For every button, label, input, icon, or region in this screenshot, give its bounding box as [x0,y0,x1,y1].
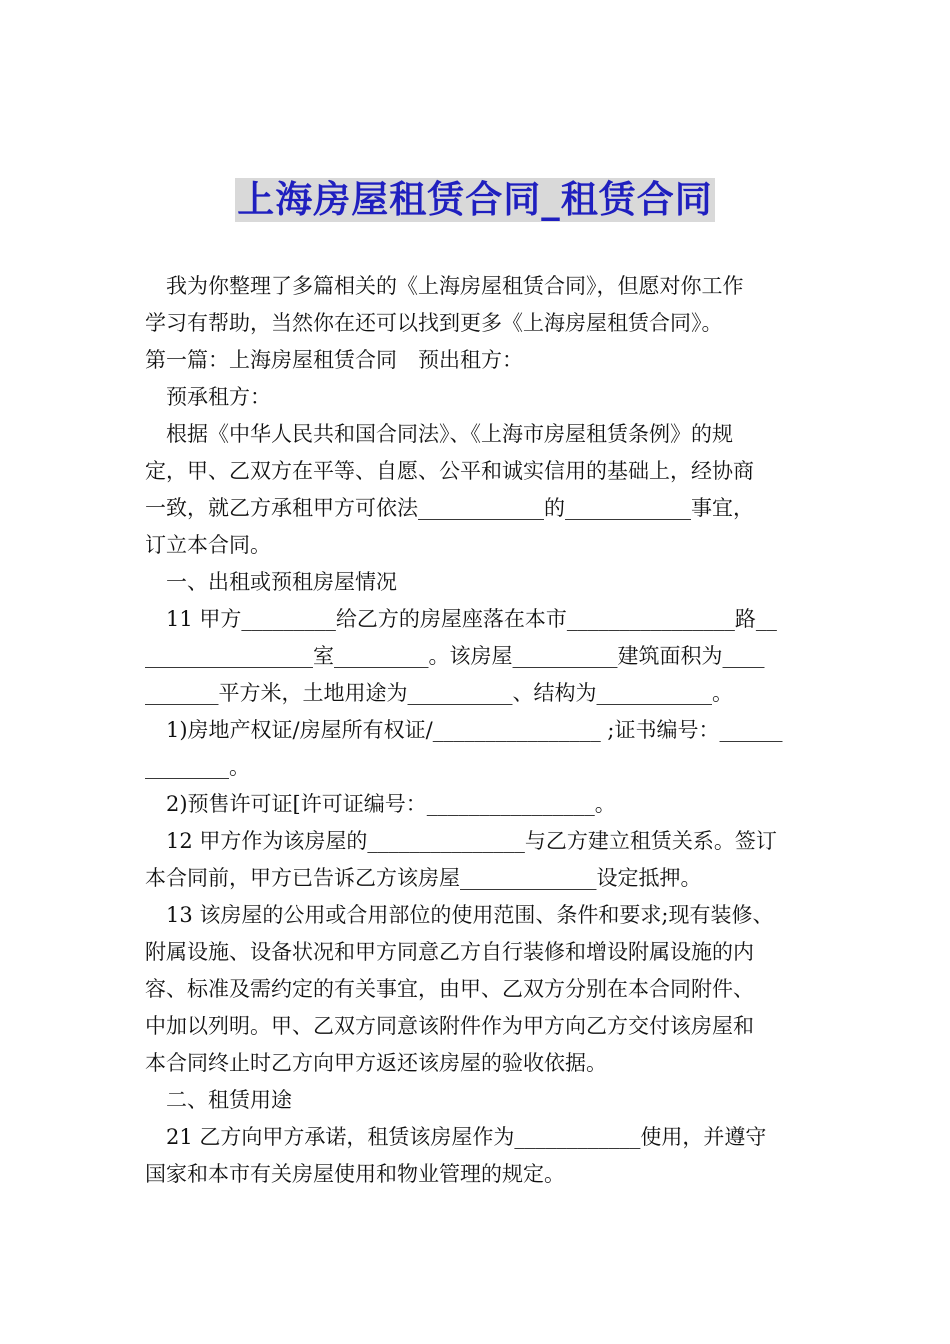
paragraph-line: 2)预售许可证[许可证编号：________________。 [166,792,616,816]
paragraph-line: 13 该房屋的公用或合用部位的使用范围、条件和要求;现有装修、 [166,903,774,927]
paragraph-line: 学习有帮助，当然你在还可以找到更多《上海房屋租赁合同》。 [145,311,723,335]
paragraph-line: 定，甲、乙双方在平等、自愿、公平和诚实信用的基础上，经协商 [145,459,754,483]
paragraph-line: 国家和本市有关房屋使用和物业管理的规定。 [145,1162,565,1186]
paragraph-line: 本合同终止时乙方向甲方返还该房屋的验收依据。 [145,1051,607,1075]
paragraph-line: 11 甲方_________给乙方的房屋座落在本市________________路__ [166,607,777,631]
title-container [0,178,950,222]
paragraph-line: ________________室_________。该房屋__________建筑面积为____ [145,644,765,668]
document-body [145,268,810,1193]
paragraph-line: 21 乙方向甲方承诺，租赁该房屋作为____________使用，并遵守 [166,1125,767,1149]
paragraph-line: _______平方米，土地用途为__________、结构为___________。 [145,681,733,705]
paragraph-line: 1)房地产权证/房屋所有权证/________________ ;证书编号：______ [166,718,783,742]
paragraph-line: 订立本合同。 [145,533,271,557]
paragraph-line: ________。 [145,755,250,779]
paragraph-line: 容、标准及需约定的有关事宜，由甲、乙双方分别在本合同附件、 [145,977,754,1001]
paragraph-line: 一致，就乙方承租甲方可依法____________的____________事宜， [145,496,754,520]
paragraph-line: 附属设施、设备状况和甲方同意乙方自行装修和增设附属设施的内 [145,940,754,964]
section-heading: 一、出租或预租房屋情况 [166,570,397,594]
paragraph-line: 第一篇：上海房屋租赁合同 预出租方： [145,348,523,372]
paragraph-line: 根据《中华人民共和国合同法》、《上海市房屋租赁条例》的规 [166,422,733,446]
paragraph-line: 中加以列明。甲、乙双方同意该附件作为甲方向乙方交付该房屋和 [145,1014,754,1038]
paragraph-line: 我为你整理了多篇相关的《上海房屋租赁合同》，但愿对你工作 [166,274,744,298]
document-title: 上海房屋租赁合同_租赁合同 [237,178,713,221]
paragraph-line: 12 甲方作为该房屋的_______________与乙方建立租赁关系。签订 [166,829,777,853]
section-heading: 二、租赁用途 [166,1088,292,1112]
paragraph-line: 本合同前，甲方已告诉乙方该房屋_____________设定抵押。 [145,866,702,890]
paragraph-line: 预承租方： [166,385,271,409]
